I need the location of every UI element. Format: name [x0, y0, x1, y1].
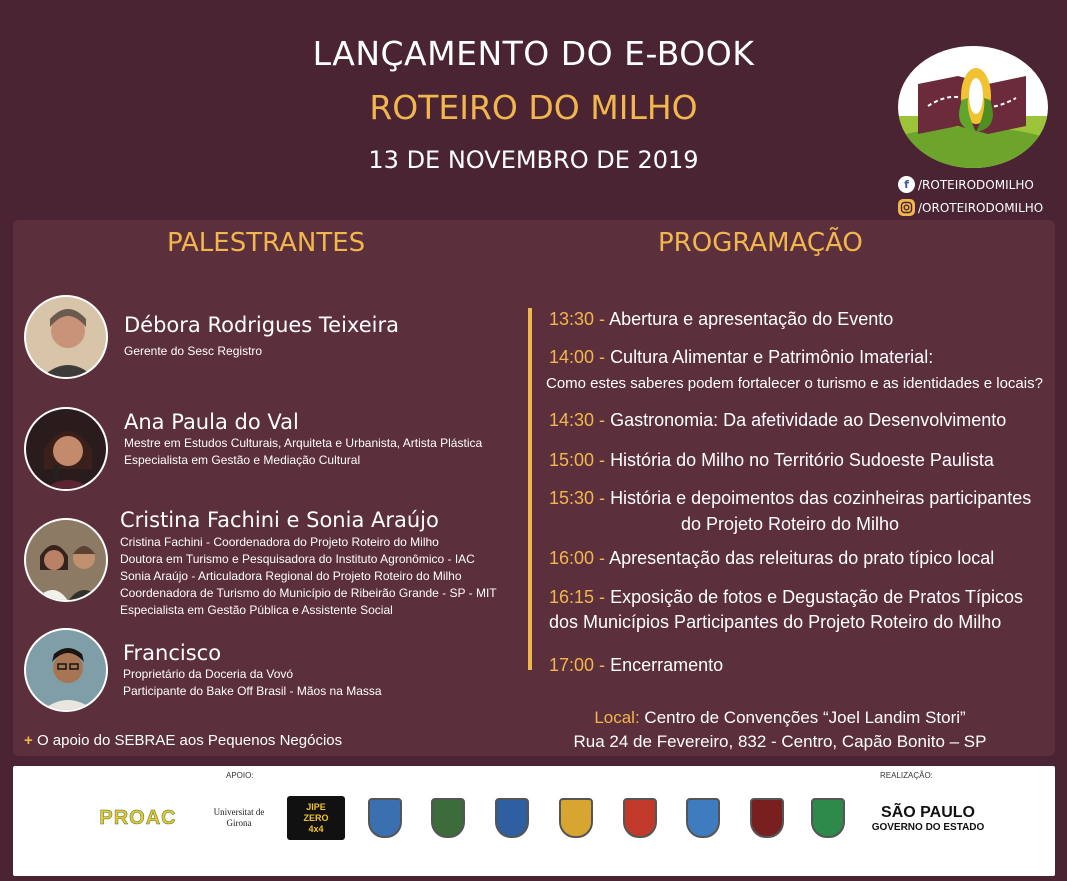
speaker-description: Proprietário da Doceria da Vovó Participante do Bake Off Brasil - Mãos na Massa [123, 667, 382, 698]
event-location: Local: Centro de Convenções “Joel Landim Stori” [594, 708, 966, 727]
municipal-crest-icon [492, 796, 532, 840]
municipal-crest-icon [365, 796, 405, 840]
jipe-zero-logo: JIPE ZERO 4x4 [287, 796, 345, 840]
roteiro-do-milho-logo [898, 46, 1048, 168]
event-date: 13 DE NOVEMBRO DE 2019 [368, 146, 699, 174]
schedule-item-subtitle: Como estes saberes podem fortalecer o turismo e as identidades e locais? [546, 375, 1043, 392]
municipal-crest-icon [808, 796, 848, 840]
speaker-name: Ana Paula do Val [124, 410, 299, 434]
speaker-name: Francisco [123, 641, 222, 665]
municipal-crest-icon [683, 796, 723, 840]
schedule-item: 13:30 - Abertura e apresentação do Evento [549, 309, 894, 329]
municipal-crest-icon [428, 796, 468, 840]
apoio-label: APOIO: [226, 771, 254, 780]
ebook-title: ROTEIRO DO MILHO [369, 88, 698, 127]
proac-logo: PROAC [99, 806, 177, 829]
palestrantes-title: PALESTRANTES [167, 228, 366, 258]
speaker-photo [24, 295, 108, 379]
speaker-description: Gerente do Sesc Registro [124, 344, 263, 358]
universitat-de-girona-logo: Universitat de Girona [213, 807, 265, 828]
schedule-item: 14:30 - Gastronomia: Da afetividade ao Desenvolvimento [549, 410, 1007, 430]
instagram-link[interactable] [898, 199, 1043, 216]
schedule-item-continuation: dos Municípios Participantes do Projeto Roteiro do Milho [549, 612, 1002, 632]
speaker-description: Cristina Fachini - Coordenadora do Projeto Roteiro do Milho Doutora em Turismo e Pesquisadora do Instituto Agronômico - IAC Sonia Araújo - Articuladora Regional do Projeto Roteiro do Milho Coordenadora de Turismo do Município de Ribeirão Grande - SP - MIT Especialista em Gestão Pública e Assistente Social [120, 535, 497, 617]
schedule-item: 16:00 - Apresentação das releituras do prato típico local [549, 548, 995, 568]
governo-sao-paulo-logo: SÃO PAULO GOVERNO DO ESTADO [871, 803, 985, 833]
municipal-crest-icon [620, 796, 660, 840]
speaker-description: Mestre em Estudos Culturais, Arquiteta e Urbanista, Artista Plástica Especialista em Gestão e Mediação Cultural [124, 436, 483, 467]
speaker-photo [24, 407, 108, 491]
facebook-link[interactable] [898, 176, 1034, 193]
launch-title: LANÇAMENTO DO E-BOOK [312, 34, 755, 73]
schedule-item: 17:00 - Encerramento [549, 655, 724, 675]
event-address: Rua 24 de Fevereiro, 832 - Centro, Capão Bonito – SP [573, 732, 987, 751]
speaker-name: Débora Rodrigues Teixeira [124, 313, 399, 337]
realizacao-label: REALIZAÇÃO: [880, 771, 933, 780]
municipal-crest-icon [556, 796, 596, 840]
instagram-handle: /OROTEIRODOMILHO [918, 200, 1044, 215]
programacao-title: PROGRAMAÇÃO [658, 228, 863, 258]
schedule-item: 16:15 - Exposição de fotos e Degustação de Pratos Típicos [549, 587, 1023, 607]
schedule-item: 15:00 - História do Milho no Território Sudoeste Paulista [549, 450, 994, 470]
speaker-photo [24, 518, 108, 602]
facebook-handle: /ROTEIRODOMILHO [918, 177, 1034, 192]
schedule-item: 14:00 - Cultura Alimentar e Patrimônio Imaterial: [549, 347, 934, 367]
facebook-icon: f [898, 176, 915, 193]
speaker-name: Cristina Fachini e Sonia Araújo [120, 508, 439, 532]
schedule-item-continuation: do Projeto Roteiro do Milho [680, 514, 900, 534]
municipal-crest-icon [747, 796, 787, 840]
schedule-divider [528, 308, 532, 670]
sebrae-note: + O apoio do SEBRAE aos Pequenos Negócios [24, 732, 343, 749]
schedule-item: 15:30 - História e depoimentos das cozinheiras participantes [549, 488, 1032, 508]
speaker-photo [24, 628, 108, 712]
instagram-icon [898, 199, 915, 216]
